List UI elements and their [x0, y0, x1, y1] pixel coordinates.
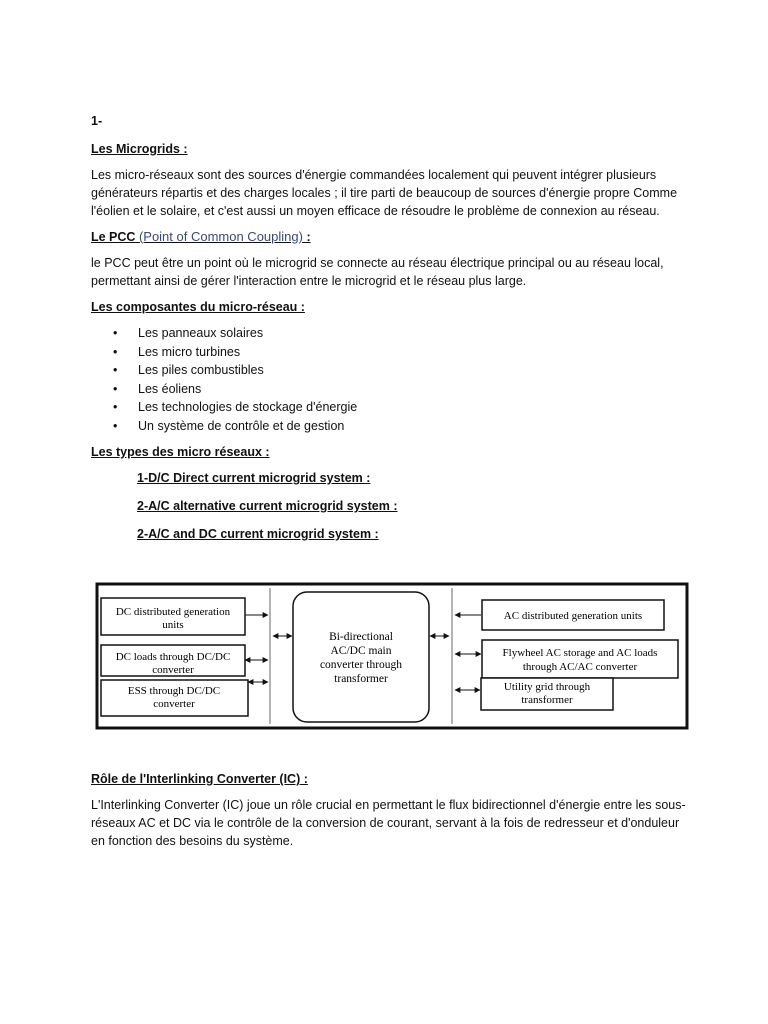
bullet-icon: • — [113, 381, 118, 396]
list-item: • Un système de contrôle et de gestion — [91, 417, 691, 436]
pcc-heading-prefix: Le PCC — [91, 230, 136, 244]
type-ac: 2-A/C alternative current microgrid system : — [137, 499, 398, 513]
pcc-heading-subtitle: (Point of Common Coupling) — [138, 229, 303, 244]
bullet-icon: • — [113, 363, 118, 377]
dc-loads-line-1: DC loads through DC/DC — [115, 651, 231, 663]
document-body — [91, 112, 691, 553]
center-line-1: Bi-directional — [329, 631, 393, 643]
flywheel-line-2: through AC/AC converter — [522, 661, 638, 673]
pcc-paragraph: le PCC peut être un point où le microgrid se connecte au réseau électrique principal ou au réseau local, permettant ainsi de gérer l'interaction entre le microgrid et le réseau plus large. — [91, 256, 664, 288]
components-list — [91, 324, 691, 435]
microgrids-heading: Les Microgrids : — [91, 142, 188, 156]
center-line-3: converter through — [319, 659, 403, 671]
pcc-heading-suffix: : — [302, 230, 311, 244]
role-heading: Rôle de l'Interlinking Converter (IC) : — [91, 772, 308, 786]
utility-line-2: transformer — [521, 694, 573, 706]
list-item: • Les micro turbines — [91, 343, 691, 362]
microgrid-diagram — [95, 582, 689, 732]
role-paragraph: L'Interlinking Converter (IC) joue un rôle crucial en permettant le flux bidirectionnel d'énergie entre les sous-réseaux AC et DC via le contrôle de la conversion de courant, servant à la fois de redresseur et d'onduleur en fonction des besoins du système. — [91, 798, 686, 848]
type-ac-dc: 2-A/C and DC current microgrid system : — [137, 527, 379, 541]
bullet-icon: • — [113, 344, 118, 359]
dc-gen-line-1: DC distributed generation — [115, 606, 231, 618]
ess-line-1: ESS through DC/DC — [127, 685, 221, 697]
center-line-4: transformer — [334, 673, 388, 685]
bullet-icon: • — [113, 400, 118, 414]
section-number: 1- — [91, 114, 103, 128]
center-line-2: AC/DC main — [330, 645, 392, 657]
type-dc: 1-D/C Direct current microgrid system : — [137, 471, 371, 485]
dc-gen-line-2: units — [162, 619, 184, 631]
components-heading: Les composantes du micro-réseau : — [91, 300, 305, 314]
list-item: • Les éoliens — [91, 380, 691, 399]
list-item: • Les piles combustibles — [91, 361, 691, 380]
center-converter-box — [293, 592, 429, 722]
pcc-heading — [91, 228, 691, 246]
diagram-svg — [95, 582, 689, 732]
flywheel-line-1: Flywheel AC storage and AC loads — [502, 647, 658, 659]
types-heading: Les types des micro réseaux : — [91, 445, 270, 459]
ac-gen-line-1: AC distributed generation units — [503, 610, 643, 622]
bullet-icon: • — [113, 418, 118, 433]
list-item: • Les panneaux solaires — [91, 324, 691, 343]
microgrids-paragraph: Les micro-réseaux sont des sources d'énergie commandées localement qui peuvent intégrer plusieurs générateurs répartis et des charges locales ; il tire parti de beaucoup de sources d'énergie propre Comme l'éolien et le solaire, et c'est aussi un moyen efficace de résoudre le problème de connexion au réseau. — [91, 168, 678, 218]
dc-loads-line-2: converter — [152, 664, 194, 676]
utility-line-1: Utility grid through — [503, 681, 591, 693]
role-section — [91, 770, 691, 858]
bullet-icon: • — [113, 326, 118, 340]
list-item: • Les technologies de stockage d'énergie — [91, 398, 691, 417]
ess-line-2: converter — [153, 698, 195, 710]
